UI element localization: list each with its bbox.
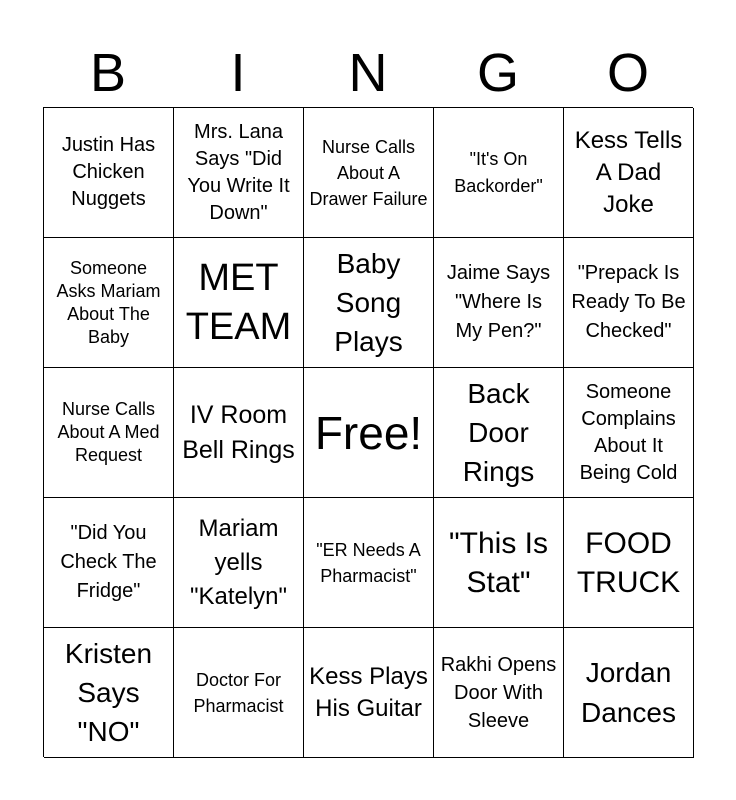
cell-text: Kess Plays His Guitar: [309, 662, 428, 722]
bingo-cell-r2c3[interactable]: [304, 238, 434, 368]
bingo-cell-free[interactable]: [304, 368, 434, 498]
bingo-cell-r4c2[interactable]: [174, 498, 304, 628]
cell-text: Rakhi Opens Door With Sleeve: [440, 653, 557, 732]
header-letter-i: I: [230, 43, 246, 103]
cell-text: Nurse Calls About A Drawer Failure: [309, 136, 428, 209]
cell-text: Justin Has Chicken Nuggets: [61, 134, 156, 210]
bingo-cell-r5c3[interactable]: [304, 628, 434, 758]
header-letter-o: O: [606, 43, 649, 103]
cell-text: Back Door Rings: [462, 378, 535, 487]
cell-text: Free!: [314, 406, 423, 459]
bingo-cell-r1c5[interactable]: [564, 108, 694, 238]
bingo-cell-r3c2[interactable]: [174, 368, 304, 498]
header-letter-g: G: [476, 43, 519, 103]
bingo-cell-r3c5[interactable]: [564, 368, 694, 498]
cell-text: Someone Asks Mariam About The Baby: [56, 257, 161, 347]
bingo-cell-r4c4[interactable]: [434, 498, 564, 628]
bingo-cell-r2c5[interactable]: [564, 238, 694, 368]
cell-text: Someone Complains About It Being Cold: [579, 380, 678, 484]
cell-text: MET TEAM: [185, 256, 292, 348]
bingo-cell-r2c1[interactable]: [44, 238, 174, 368]
cell-text: "Did You Check The Fridge": [60, 522, 157, 602]
bingo-cell-r5c1[interactable]: [44, 628, 174, 758]
cell-text: Jordan Dances: [581, 656, 676, 728]
bingo-cell-r3c1[interactable]: [44, 368, 174, 498]
header-letter-n: N: [348, 43, 388, 103]
cell-text: "ER Needs A Pharmacist": [316, 539, 421, 586]
bingo-cell-r1c2[interactable]: [174, 108, 304, 238]
cell-text: "It's On Backorder": [454, 148, 543, 196]
cell-text: Mrs. Lana Says "Did You Write It Down": [187, 120, 290, 224]
bingo-cell-r1c3[interactable]: [304, 108, 434, 238]
bingo-cell-r1c4[interactable]: [434, 108, 564, 238]
cell-text: "Prepack Is Ready To Be Checked": [571, 262, 686, 342]
cell-text: FOOD TRUCK: [576, 526, 681, 599]
cell-text: Doctor For Pharmacist: [193, 669, 284, 716]
bingo-cell-r3c4[interactable]: [434, 368, 564, 498]
bingo-header: [43, 40, 693, 106]
bingo-cell-r4c1[interactable]: [44, 498, 174, 628]
bingo-cell-r2c4[interactable]: [434, 238, 564, 368]
bingo-cell-r4c3[interactable]: [304, 498, 434, 628]
cell-text: "This Is Stat": [449, 526, 548, 599]
header-letter-b: B: [89, 43, 127, 103]
cell-text: IV Room Bell Rings: [182, 400, 295, 464]
bingo-cell-r5c2[interactable]: [174, 628, 304, 758]
bingo-cell-r2c2[interactable]: [174, 238, 304, 368]
cell-text: Baby Song Plays: [334, 248, 403, 357]
cell-text: Jaime Says "Where Is My Pen?": [446, 262, 551, 342]
cell-text: Kess Tells A Dad Joke: [574, 126, 683, 218]
cell-text: Mariam yells "Katelyn": [189, 514, 288, 610]
bingo-cell-r5c5[interactable]: [564, 628, 694, 758]
bingo-cell-r5c4[interactable]: [434, 628, 564, 758]
bingo-cell-r4c5[interactable]: [564, 498, 694, 628]
bingo-board: [43, 107, 693, 757]
cell-text: Kristen Says "NO": [64, 638, 153, 747]
bingo-cell-r1c1[interactable]: [44, 108, 174, 238]
cell-text: Nurse Calls About A Med Request: [57, 399, 160, 465]
